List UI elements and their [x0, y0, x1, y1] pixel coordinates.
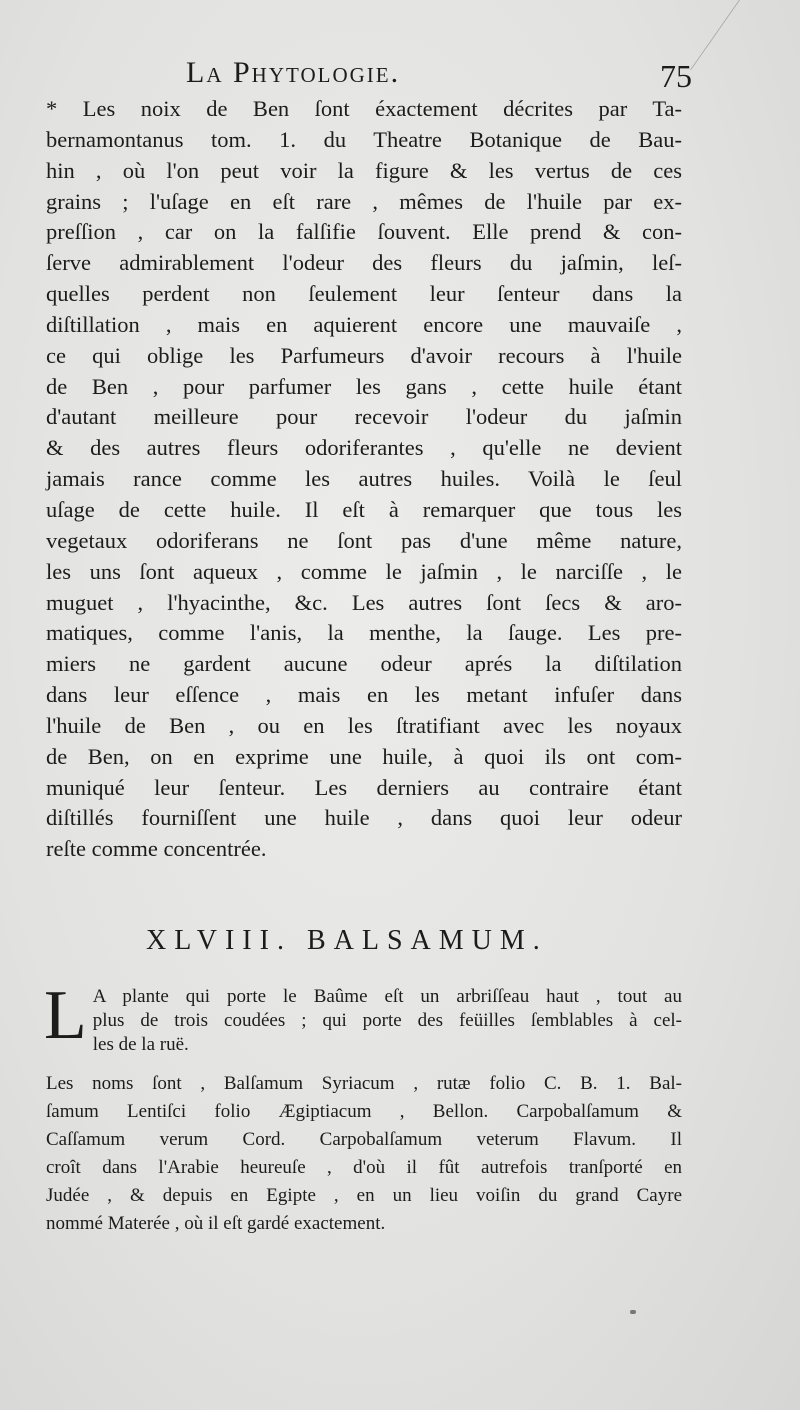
text-line: hin , où l'on peut voir la figure & les vertus de ces: [46, 157, 682, 183]
text-line: vegetaux odoriferans ne ſont pas d'une même nature,: [46, 527, 682, 553]
text-line: ſerve admirablement l'odeur des fleurs du jaſmin, leſ-: [46, 250, 682, 276]
text-line: diſtillés fourniſſent une huile , dans quoi leur odeur: [46, 805, 682, 831]
text-line: dans leur eſſence , mais en les metant infuſer dans: [46, 682, 682, 708]
text-line: jamais rance comme les autres huiles. Voilà le ſeul: [46, 466, 682, 492]
page-number: 75: [660, 58, 692, 94]
text-line: diſtillation , mais en aquierent encore une mauvaiſe ,: [46, 311, 682, 337]
text-line: Les noms ſont , Balſamum Syriacum , rutæ folio C. B. 1. Bal-: [46, 1073, 682, 1094]
text-line: croît dans l'Arabie heureuſe , d'où il fût autrefois tranſporté en: [46, 1157, 682, 1178]
text-line: quelles perdent non ſeulement leur ſenteur dans la: [46, 281, 682, 307]
text-line: de Ben , pour parfumer les gans , cette huile étant: [46, 373, 682, 399]
text-line: reſte comme concentrée.: [46, 836, 267, 862]
notes-paragraph: [46, 1070, 682, 1238]
text-line: * Les noix de Ben ſont éxactement décrites par Ta-: [46, 96, 682, 121]
text-line: nommé Materée , où il eſt gardé exactement.: [46, 1213, 386, 1234]
text-line: l'huile de Ben , ou en les ſtratifiant avec les noyaux: [46, 712, 682, 738]
text-line: ce qui oblige les Parfumeurs d'avoir recours à l'huile: [46, 342, 682, 368]
text-line: preſſion , car on la falſifie ſouvent. Elle prend & con-: [46, 219, 682, 245]
ink-spot: [630, 1310, 636, 1314]
text-line: & des autres fleurs odoriferantes , qu'elle ne devient: [46, 435, 682, 461]
text-line: Judée , & depuis en Egipte , en un lieu voiſin du grand Cayre: [46, 1185, 682, 1206]
text-line: grains ; l'uſage en eſt rare , mêmes de l'huile par ex-: [46, 188, 682, 214]
text-line: Caſſamum verum Cord. Carpobalſamum veterum Flavum. Il: [46, 1129, 682, 1150]
text-line: de Ben, on en exprime une huile, à quoi ils ont com-: [46, 743, 682, 769]
text-line: matiques, comme l'anis, la menthe, la ſauge. Les pre-: [46, 620, 682, 646]
page-header: [46, 56, 692, 96]
text-line: uſage de cette huile. Il eſt à remarquer que tous les: [46, 496, 682, 522]
entry-paragraph: [44, 977, 682, 1057]
drop-cap: L: [44, 977, 87, 1054]
text-line: ſamum Lentiſci folio Ægiptiacum , Bellon. Carpobalſamum &: [46, 1101, 682, 1122]
text-line: bernamontanus tom. 1. du Theatre Botanique de Bau-: [46, 126, 682, 152]
text-line: les de la ruë.: [92, 1034, 189, 1055]
text-line: A plante qui porte le Baûme eſt un arbriſſeau haut , tout au: [92, 986, 682, 1007]
text-line: miers ne gardent aucune odeur aprés la diſtilation: [46, 651, 682, 677]
text-line: plus de trois coudées ; qui porte des feüilles ſemblables à cel-: [92, 1010, 682, 1031]
section-title: XLVIII. BALSAMUM.: [146, 925, 548, 956]
text-line: les uns ſont aqueux , comme le jaſmin , le narciſſe , le: [46, 558, 682, 584]
text-line: muniqué leur ſenteur. Les derniers au contraire étant: [46, 774, 682, 800]
text-line: muguet , l'hyacinthe, &c. Les autres ſont ſecs & aro-: [46, 589, 682, 615]
running-head: La Phytologie.: [186, 56, 401, 89]
page-fold: [690, 0, 800, 70]
text-line: d'autant meilleure pour recevoir l'odeur du jaſmin: [46, 404, 682, 430]
body-paragraph: [46, 94, 682, 865]
